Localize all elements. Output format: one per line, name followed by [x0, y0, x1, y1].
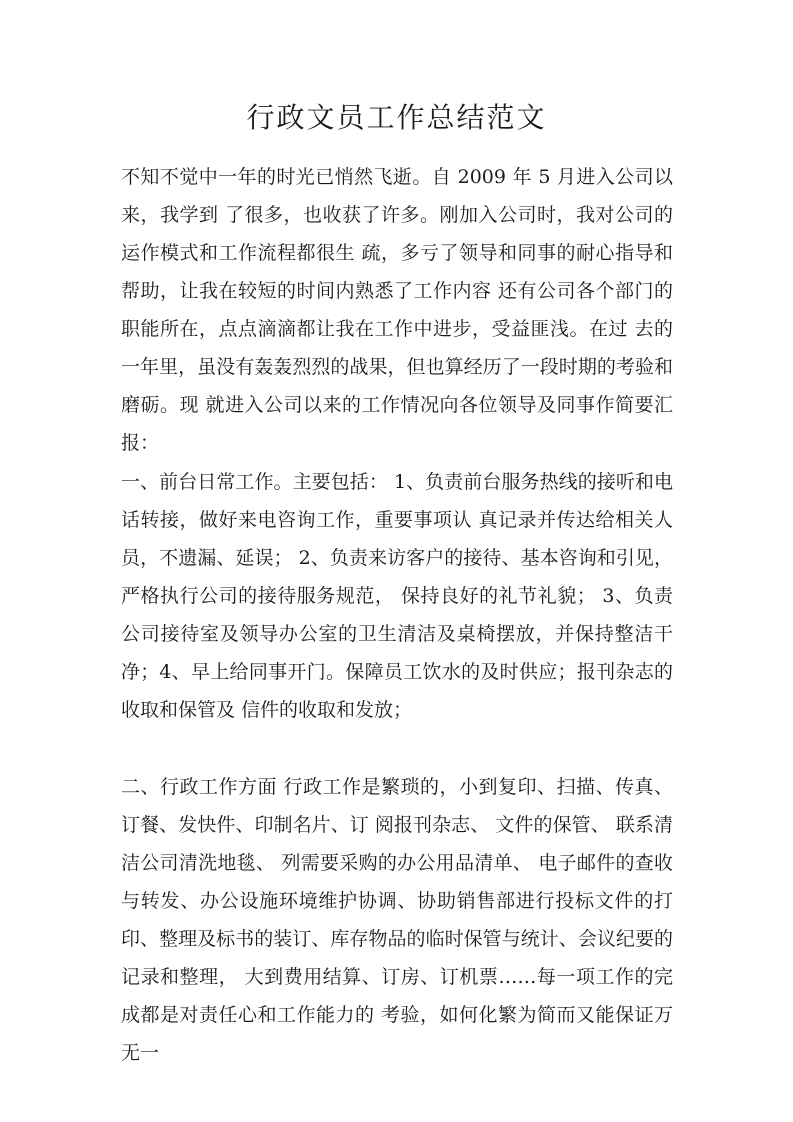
- paragraph-front-desk: 一、前台日常工作。主要包括： 1、负责前台服务热线的接听和电话转接，做好来电咨询工作，重要事项认 真记录并传达给相关人员，不遗漏、延误； 2、负责来访客户的接待、基本咨询和引见，严格执行公司的接待服务规范， 保持良好的礼节礼貌； 3、负责公司接待室及领导办公室的卫生清洁及桌椅摆放，并保持整洁干净；4、早上给同事开门。保障员工饮水的及时供应；报刊杂志的收取和保管及 信件的收取和发放；: [121, 471, 673, 721]
- document-title: 行政文员工作总结范文: [246, 101, 547, 134]
- paragraph-admin-work: 二、行政工作方面 行政工作是繁琐的，小到复印、扫描、传真、订餐、发快件、印制名片、订 阅报刊杂志、 文件的保管、 联系清洁公司清洗地毯、 列需要采购的办公用品清单、 电子邮件的查收与转发、办公设施环境维护协调、协助销售部进行投标文件的打印、整理及标书的装订、库存物品的临时保管与统计、会议纪要的记录和整理， 大到费用结算、订房、订机票……每一项工作的完成都是对责任心和工作能力的 考验，如何化繁为简而又能保证万无一: [121, 776, 673, 1064]
- paragraph-intro: 不知不觉中一年的时光已悄然飞逝。自 2009 年 5 月进入公司以来，我学到 了很多，也收获了许多。刚加入公司时，我对公司的运作模式和工作流程都很生 疏，多亏了领导和同事的耐心指导和帮助，让我在较短的时间内熟悉了工作内容 还有公司各个部门的职能所在，点点滴滴都让我在工作中进步，受益匪浅。在过 去的一年里，虽没有轰轰烈烈的战果，但也算经历了一段时期的考验和磨砺。现 就进入公司以来的工作情况向各位领导及同事作简要汇报：: [121, 166, 673, 454]
